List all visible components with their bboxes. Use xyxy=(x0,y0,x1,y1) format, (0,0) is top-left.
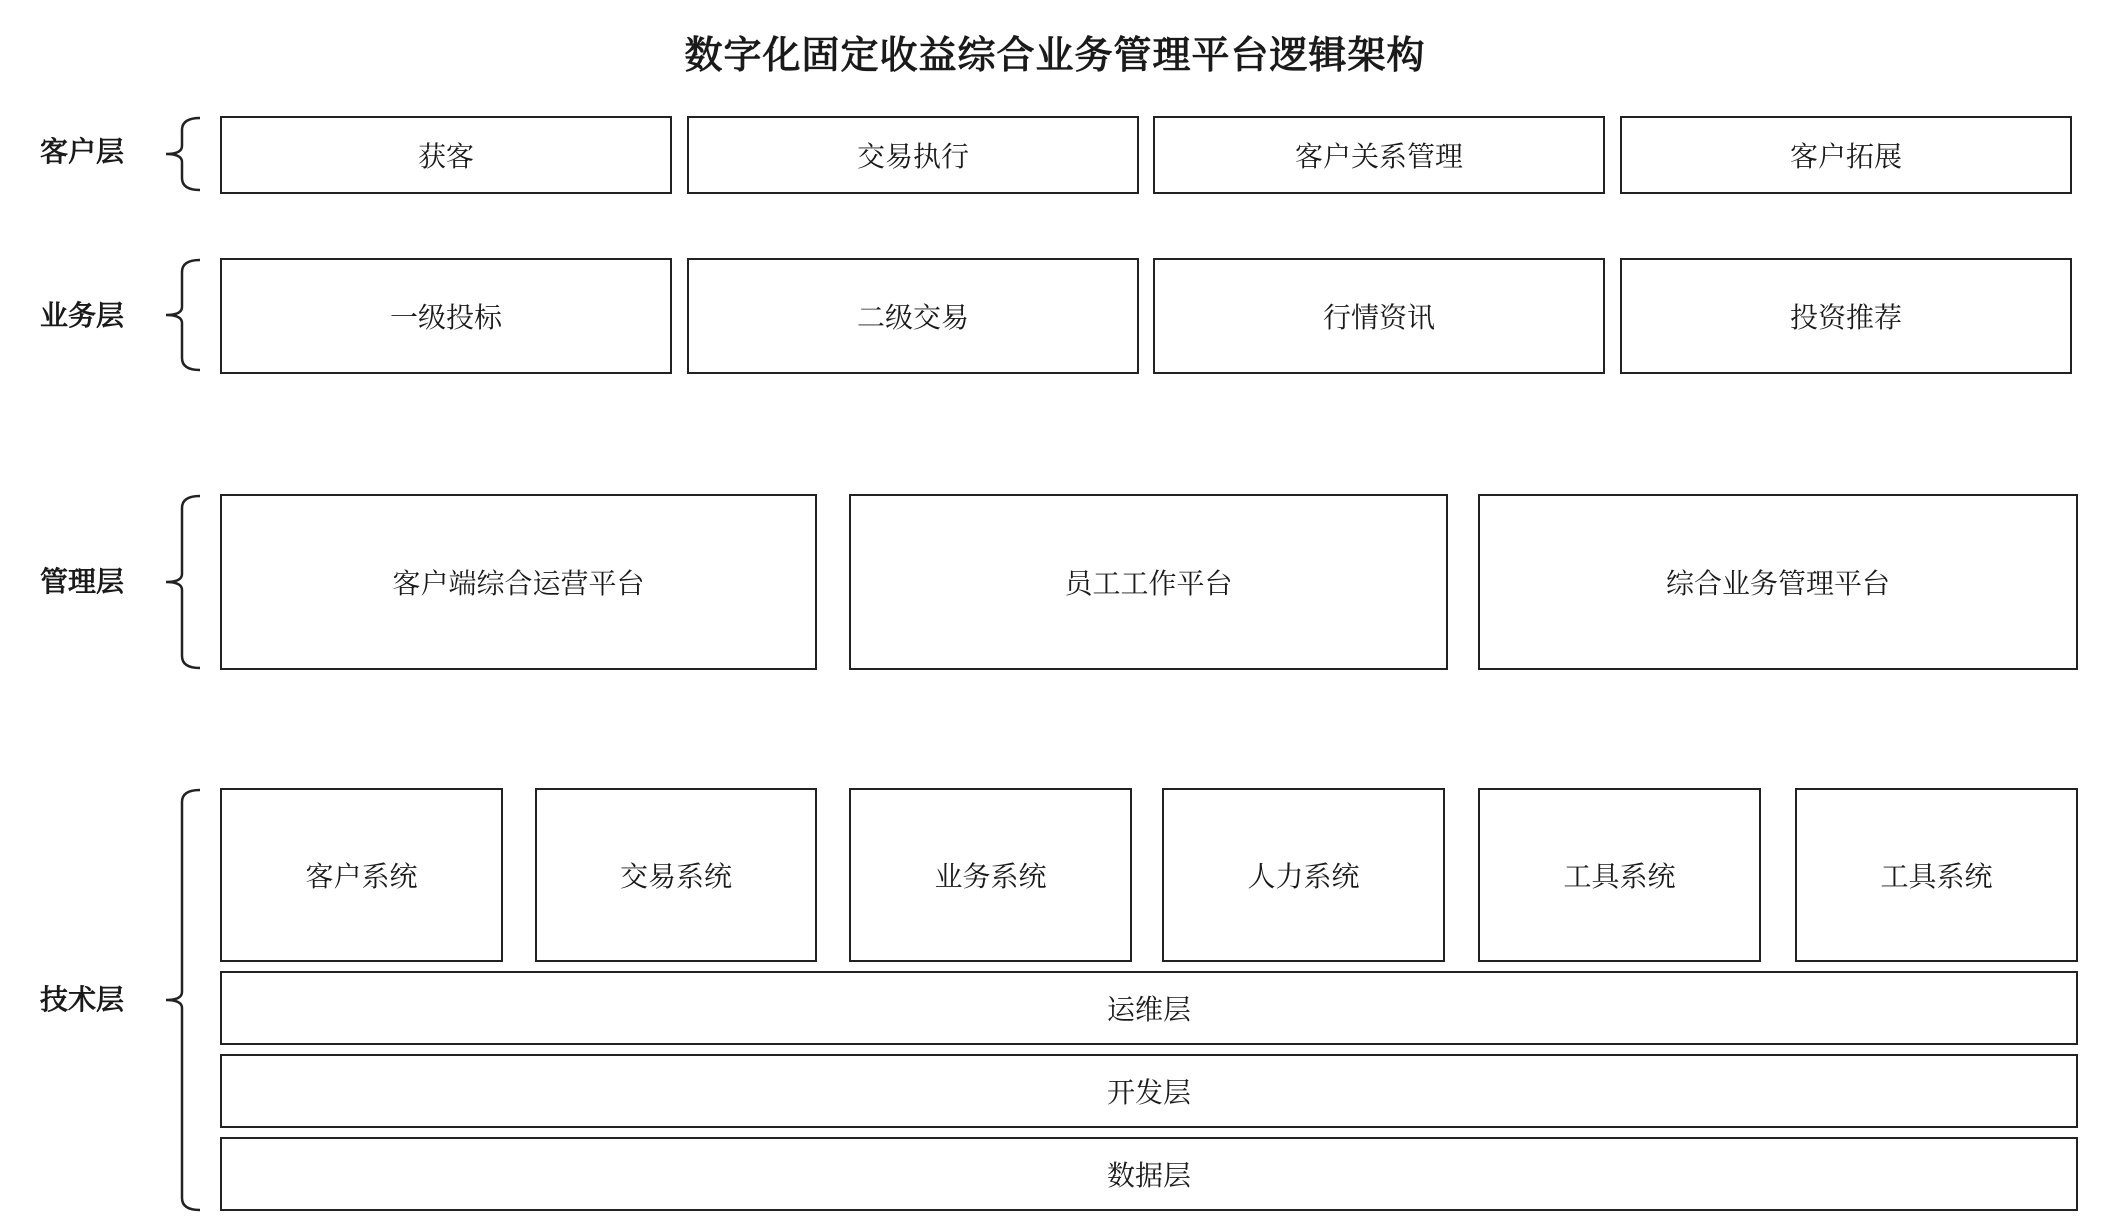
customer-box-crm: 客户关系管理 xyxy=(1153,116,1605,194)
layer-label-management: 管理层 xyxy=(40,565,125,598)
business-box-secondary-trading: 二级交易 xyxy=(687,258,1139,374)
brace-customer xyxy=(140,116,206,192)
diagram-title: 数字化固定收益综合业务管理平台逻辑架构 xyxy=(684,33,1426,77)
brace-technology xyxy=(140,788,206,1212)
layer-label-business: 业务层 xyxy=(40,299,125,332)
brace-business xyxy=(140,258,206,372)
layer-label-technology: 技术层 xyxy=(40,983,125,1016)
tech-system-hr: 人力系统 xyxy=(1162,788,1445,962)
customer-box-expansion: 客户拓展 xyxy=(1620,116,2072,194)
tech-bar-operations: 运维层 xyxy=(220,971,2078,1045)
tech-system-tools-1: 工具系统 xyxy=(1478,788,1761,962)
tech-system-trading: 交易系统 xyxy=(535,788,817,962)
customer-box-trade-execution: 交易执行 xyxy=(687,116,1139,194)
layer-label-customer: 客户层 xyxy=(40,135,125,168)
tech-bar-data: 数据层 xyxy=(220,1137,2078,1211)
management-box-integrated-business-platform: 综合业务管理平台 xyxy=(1478,494,2078,670)
brace-management xyxy=(140,494,206,670)
business-box-market-info: 行情资讯 xyxy=(1153,258,1605,374)
business-box-investment-recommendation: 投资推荐 xyxy=(1620,258,2072,374)
tech-bar-development: 开发层 xyxy=(220,1054,2078,1128)
tech-system-customer: 客户系统 xyxy=(220,788,503,962)
management-box-client-operations-platform: 客户端综合运营平台 xyxy=(220,494,817,670)
business-box-primary-bidding: 一级投标 xyxy=(220,258,672,374)
management-box-employee-platform: 员工工作平台 xyxy=(849,494,1448,670)
tech-system-business: 业务系统 xyxy=(849,788,1132,962)
customer-box-acquisition: 获客 xyxy=(220,116,672,194)
tech-system-tools-2: 工具系统 xyxy=(1795,788,2078,962)
